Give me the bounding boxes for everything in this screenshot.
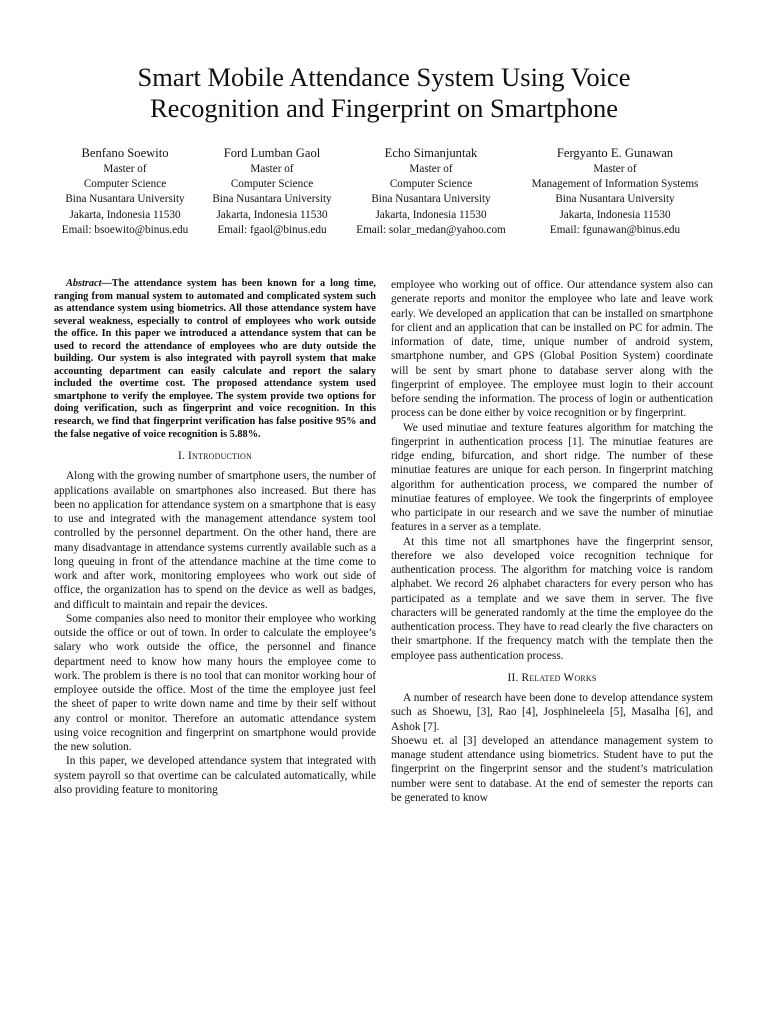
author-university: Bina Nusantara University <box>65 193 185 206</box>
body-paragraph-minutiae: We used minutiae and texture features algorithm for matching the fingerprint in authentication process [1]. The minutiae features are ridge ending, bifurcation, and short ridge. The number of these minutiae features are unique for each person. In fingerprint matching algorithm for authentication process, we compared the number of minutiae features of employee. We took the fingerprints of employee who participate in our research and we save the number of minutiae features in a server as a template. <box>391 421 713 534</box>
intro-paragraph-3: In this paper, we developed attendance system that integrated with system payroll so that overtime can be calculated automatically, while also providing feature to monitoring <box>54 755 376 796</box>
author-1 <box>50 146 200 239</box>
author-university: Bina Nusantara University <box>371 193 491 206</box>
author-email: Email: bsoewito@binus.edu <box>61 224 189 237</box>
section-numeral: II. <box>507 671 519 684</box>
author-name: Benfano Soewito <box>81 146 169 160</box>
section-heading-related-works <box>391 671 713 685</box>
abstract-label: Abstract <box>66 278 102 289</box>
section-heading-introduction <box>54 449 376 463</box>
author-department: Management of Information Systems <box>531 178 699 190</box>
author-3 <box>346 146 516 239</box>
author-degree: Master of <box>409 162 453 175</box>
related-paragraph-2: Shoewu et. al [3] developed an attendance management system to manage student attendance using biometrics. Student have to put the fingerprint on the fingerprint sensor and the student’s matriculation number were sent to database. At the end of semester the reports can be generated to know <box>391 734 713 804</box>
author-location: Jakarta, Indonesia 11530 <box>216 208 328 221</box>
author-university: Bina Nusantara University <box>555 193 675 206</box>
author-department: Computer Science <box>83 178 167 190</box>
author-2 <box>202 146 342 239</box>
author-degree: Master of <box>103 162 147 175</box>
abstract-text: —The attendance system has been known for a long time, ranging from manual system to automated and complicated system such as attendance system using biometrics. All those attendance system have several weakness, especially to control of employees who work outside the office. In this paper we introduced a attendance system that can be used to record the attendance of employees who are duty outside the building. Our system is also integrated with payroll system that make accounting department can easily calculate and report the salary included the overtime cost. The proposed attendance system used smartphone to verify the employee. The system provide two options for doing verification, such as fingerprint and voice recognition. In this research, we find that fingerprint verification has false positive 95% and the false negative of voice recognition is 5.88%. <box>54 278 376 440</box>
intro-paragraph-1: Along with the growing number of smartphone users, the number of applications available on smartphones also increased. But there has been no application for attendance system on a smartphone that is easy to use and integrated with the management attendance system tool controlled by the personnel department. On the other hand, there are many disadvantage in attendance systems currently available such as a long queuing in front of the attendance machine at the time come to work and after work, monitoring employees who work out side of office, the organization has to spend on the device as well as badges, and difficult to maintain and repair the devices. <box>54 470 376 611</box>
author-email: Email: fgunawan@binus.edu <box>549 224 681 237</box>
author-email: Email: solar_medan@yahoo.com <box>356 224 506 237</box>
author-location: Jakarta, Indonesia 11530 <box>559 208 671 221</box>
title-line-1: Smart Mobile Attendance System Using Voice <box>137 62 631 92</box>
intro-paragraph-2: Some companies also need to monitor their employee who working outside the office or out of town. In order to calculate the employee’s salary who work outside the office, the personnel and finance department need to know how many hours the employee come to work. The problem is there is no tool that can monitor working hour of employee outside the office. Most of the time the employee just feel the sheet of paper to write down name and time by their self without any control or monitor. Therefore an automatic attendance system using voice recognition and fingerprint on smartphone would provide the new solution. <box>54 612 376 754</box>
paper-title <box>40 62 728 124</box>
section-title: Introduction <box>188 450 252 463</box>
author-email: Email: fgaol@binus.edu <box>217 224 327 237</box>
author-4 <box>516 146 714 239</box>
abstract <box>54 278 376 441</box>
left-column <box>54 278 376 797</box>
right-column <box>391 278 713 805</box>
author-department: Computer Science <box>389 178 473 190</box>
author-university: Bina Nusantara University <box>212 193 332 206</box>
author-department: Computer Science <box>230 178 314 190</box>
author-location: Jakarta, Indonesia 11530 <box>69 208 181 221</box>
author-degree: Master of <box>250 162 294 175</box>
author-name: Fergyanto E. Gunawan <box>556 146 674 160</box>
author-degree: Master of <box>593 162 637 175</box>
author-name: Ford Lumban Gaol <box>223 146 321 160</box>
body-paragraph-voice: At this time not all smartphones have the fingerprint sensor, therefore we also developed voice recognition technique for authentication process. The algorithm for matching voice is random alphabet. We record 26 alphabet characters for every person who has participated as a template and we save them in server. The five characters will be generated randomly at the time the employee do the authentication process. They have to read clearly the five characters on their smartphone. If the frequency match with the template then the employee pass authentication process. <box>391 535 713 662</box>
author-name: Echo Simanjuntak <box>384 146 478 160</box>
section-title: Related Works <box>521 671 597 684</box>
author-location: Jakarta, Indonesia 11530 <box>375 208 487 221</box>
title-line-2: Recognition and Fingerprint on Smartphone <box>149 93 619 123</box>
related-paragraph-1: A number of research have been done to develop attendance system such as Shoewu, [3], Rao [4], Josphineleela [5], Masalha [6], and Ashok [7]. <box>391 692 713 733</box>
body-paragraph-continued: employee who working out of office. Our attendance system also can generate reports and monitor the employee who late and leave work early. We developed an application that can be installed on smartphone for client and an application that can be installed on PC for admin. The information of date, time, unique number of android system, smartphone number, and GPS (Global Position System) coordinate will be sent by smart phone to database server along with the fingerprint of employee. The employee must login to their account before sending the information. The process of login or authentication process can be done either by voice recognition or by fingerprint. <box>391 279 713 420</box>
section-numeral: I. <box>178 450 186 463</box>
